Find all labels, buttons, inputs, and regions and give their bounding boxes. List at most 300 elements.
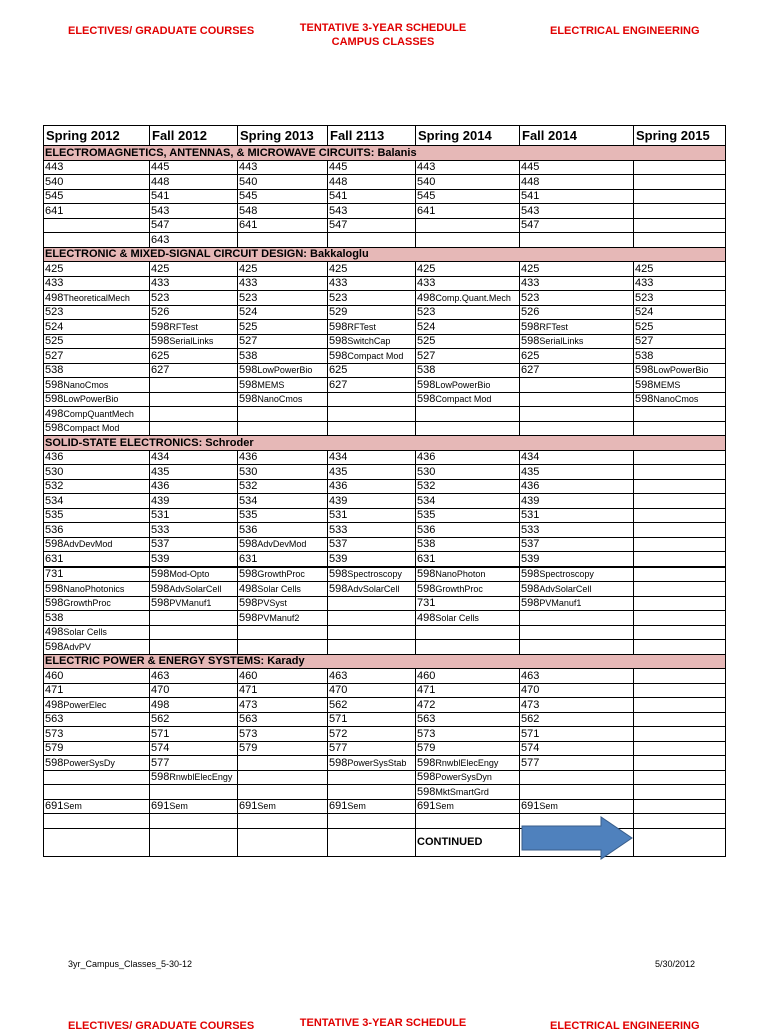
- course-cell: [150, 175, 238, 190]
- footer-filename: 3yr_Campus_Classes_5-30-12: [68, 959, 193, 969]
- course-number: 445: [329, 161, 348, 173]
- course-number: 443: [239, 161, 258, 173]
- course-number: 598: [45, 422, 64, 434]
- course-cell: [44, 363, 150, 378]
- course-cell: [150, 756, 238, 771]
- course-cell: [416, 611, 520, 626]
- course-cell: [150, 334, 238, 349]
- course-cell: [328, 378, 416, 393]
- course-number: 537: [329, 538, 348, 550]
- course-number: 524: [45, 320, 64, 333]
- course-number: 473: [521, 698, 540, 711]
- course-cell: [634, 741, 726, 756]
- course-number: 434: [521, 451, 540, 463]
- course-number: 598: [329, 582, 348, 595]
- course-cell: [150, 508, 238, 523]
- course-title: LowPowerBio: [653, 365, 709, 375]
- course-cell: [520, 727, 634, 742]
- course-cell: [44, 160, 150, 175]
- course-cell: [520, 175, 634, 190]
- table-row: [44, 479, 726, 494]
- course-cell: [328, 756, 416, 771]
- course-cell: [328, 537, 416, 552]
- course-number: 598: [45, 756, 64, 769]
- course-cell: [328, 233, 416, 248]
- course-title: Spectroscopy: [347, 569, 402, 579]
- course-number: 531: [521, 509, 540, 521]
- course-number: 435: [151, 465, 170, 478]
- course-cell: [328, 640, 416, 655]
- course-cell: [520, 567, 634, 582]
- course-cell: [238, 640, 328, 655]
- course-cell: [328, 596, 416, 611]
- course-number: 532: [239, 480, 258, 492]
- course-number: 598: [521, 320, 540, 333]
- course-cell: [44, 320, 150, 335]
- course-number: 731: [45, 568, 64, 580]
- course-cell: [520, 479, 634, 494]
- course-cell: [44, 450, 150, 465]
- course-cell: [150, 785, 238, 800]
- course-number: 425: [635, 262, 654, 275]
- course-cell: [520, 582, 634, 597]
- course-number: 563: [417, 713, 436, 725]
- course-number: 445: [151, 161, 170, 173]
- course-cell: [238, 479, 328, 494]
- course-cell: [520, 741, 634, 756]
- course-cell: [150, 276, 238, 291]
- course-number: 523: [45, 306, 64, 318]
- course-number: 433: [329, 277, 348, 289]
- course-title: MEMS: [257, 379, 285, 390]
- course-number: 573: [45, 727, 64, 740]
- table-row: [44, 465, 726, 480]
- course-number: 541: [329, 190, 348, 202]
- course-number: 598: [239, 597, 258, 609]
- course-cell: [416, 494, 520, 509]
- course-cell: [634, 640, 726, 655]
- table-row: [44, 494, 726, 509]
- course-cell: [238, 770, 328, 785]
- course-cell: [44, 611, 150, 626]
- course-cell: [328, 479, 416, 494]
- course-cell: [520, 160, 634, 175]
- course-cell: [44, 494, 150, 509]
- course-number: 598: [45, 582, 64, 595]
- table-row: [44, 741, 726, 756]
- course-cell: [416, 552, 520, 567]
- course-cell: [238, 450, 328, 465]
- course-title: NanoPhotonics: [63, 583, 125, 594]
- section-title: ELECTRONIC & MIXED-SIGNAL CIRCUIT DESIGN: Bakkaloglu: [44, 247, 726, 262]
- course-cell: [520, 204, 634, 219]
- section-title: ELECTRIC POWER & ENERGY SYSTEMS: Karady: [44, 654, 726, 669]
- course-cell: [520, 669, 634, 684]
- course-cell: [150, 450, 238, 465]
- course-title: PowerSysDyn: [435, 772, 492, 782]
- table-row: [44, 320, 726, 335]
- course-cell: [44, 175, 150, 190]
- column-header: Fall 2113: [328, 126, 416, 146]
- course-cell: [328, 407, 416, 422]
- course-cell: [328, 421, 416, 436]
- course-cell: [416, 218, 520, 233]
- course-number: 539: [521, 552, 540, 565]
- course-cell: [238, 160, 328, 175]
- course-number: 625: [521, 349, 540, 362]
- course-cell: [416, 567, 520, 582]
- course-cell: [328, 392, 416, 407]
- course-cell: [44, 262, 150, 277]
- course-cell: [238, 320, 328, 335]
- course-cell: [238, 175, 328, 190]
- course-cell: [520, 698, 634, 713]
- course-cell: [520, 218, 634, 233]
- course-cell: [416, 712, 520, 727]
- course-number: 425: [417, 262, 436, 275]
- course-number: 535: [417, 509, 436, 521]
- course-cell: [238, 683, 328, 698]
- course-cell: [328, 770, 416, 785]
- column-header-row: [44, 126, 726, 146]
- course-title: NanoCmos: [653, 394, 699, 404]
- course-cell: [238, 363, 328, 378]
- course-cell: [634, 450, 726, 465]
- course-cell: [328, 508, 416, 523]
- course-title: NanoCmos: [257, 394, 303, 404]
- course-number: 525: [239, 320, 258, 333]
- course-number: 691: [239, 800, 258, 812]
- course-number: 543: [521, 204, 540, 217]
- course-cell: [634, 320, 726, 335]
- course-cell: [44, 189, 150, 204]
- course-cell: [634, 479, 726, 494]
- course-number: 425: [45, 262, 64, 275]
- course-cell: [634, 669, 726, 684]
- course-number: 691: [521, 800, 540, 812]
- course-cell: [238, 421, 328, 436]
- empty-cell: [328, 828, 416, 856]
- course-cell: [44, 712, 150, 727]
- course-cell: [150, 698, 238, 713]
- course-cell: [238, 218, 328, 233]
- course-cell: [328, 727, 416, 742]
- course-number: 425: [329, 262, 348, 275]
- course-number: 571: [329, 713, 348, 725]
- course-cell: [328, 334, 416, 349]
- course-number: 598: [239, 378, 258, 391]
- course-cell: [150, 611, 238, 626]
- course-title: Solar Cells: [435, 612, 479, 623]
- course-number: 472: [417, 698, 436, 711]
- course-title: Sem: [257, 801, 276, 811]
- column-header: Spring 2012: [44, 126, 150, 146]
- course-number: 598: [151, 597, 170, 609]
- course-number: 463: [151, 669, 170, 682]
- course-cell: [328, 698, 416, 713]
- course-number: 541: [521, 190, 540, 202]
- course-cell: [238, 189, 328, 204]
- course-number: 598: [239, 538, 258, 550]
- course-cell: [328, 450, 416, 465]
- table-row: [44, 799, 726, 814]
- course-number: 436: [151, 480, 170, 492]
- course-number: 443: [45, 161, 64, 173]
- table-row: [44, 450, 726, 465]
- course-number: 545: [45, 190, 64, 202]
- course-cell: [150, 770, 238, 785]
- course-number: 433: [635, 277, 654, 289]
- course-cell: [328, 160, 416, 175]
- table-row: [44, 611, 726, 626]
- course-cell: [238, 494, 328, 509]
- course-cell: [150, 537, 238, 552]
- course-cell: [44, 204, 150, 219]
- course-cell: [520, 494, 634, 509]
- course-cell: [416, 741, 520, 756]
- course-cell: [44, 233, 150, 248]
- table-row: [44, 233, 726, 248]
- table-row: [44, 262, 726, 277]
- course-number: 439: [521, 494, 540, 507]
- course-title: Sem: [63, 801, 82, 811]
- course-cell: [416, 189, 520, 204]
- course-title: RFTest: [347, 321, 376, 332]
- header-right: ELECTRICAL ENGINEERING: [550, 25, 700, 37]
- next-page-header-center: TENTATIVE 3-YEAR SCHEDULE: [299, 1017, 467, 1029]
- course-title: LowPowerBio: [257, 365, 313, 375]
- column-header: Fall 2014: [520, 126, 634, 146]
- course-cell: [520, 756, 634, 771]
- course-number: 523: [521, 291, 540, 304]
- course-title: LowPowerBio: [435, 379, 491, 390]
- course-number: 691: [45, 800, 64, 812]
- course-cell: [44, 378, 150, 393]
- course-number: 434: [151, 451, 170, 463]
- course-cell: [416, 582, 520, 597]
- course-cell: [328, 712, 416, 727]
- course-number: 577: [151, 756, 170, 769]
- course-cell: [150, 596, 238, 611]
- course-number: 598: [635, 393, 654, 405]
- course-number: 598: [329, 349, 348, 362]
- course-cell: [520, 334, 634, 349]
- course-cell: [634, 465, 726, 480]
- course-cell: [238, 611, 328, 626]
- course-cell: [44, 567, 150, 582]
- course-cell: [520, 552, 634, 567]
- course-number: 545: [239, 190, 258, 202]
- course-cell: [520, 262, 634, 277]
- empty-cell: [44, 828, 150, 856]
- course-cell: [416, 698, 520, 713]
- course-number: 436: [239, 451, 258, 463]
- course-cell: [44, 683, 150, 698]
- course-cell: [150, 262, 238, 277]
- course-cell: [520, 392, 634, 407]
- course-cell: [150, 320, 238, 335]
- section-title: SOLID-STATE ELECTRONICS: Schroder: [44, 436, 726, 451]
- course-number: 434: [329, 451, 348, 463]
- course-number: 627: [329, 378, 348, 391]
- course-cell: [634, 349, 726, 364]
- course-cell: [520, 189, 634, 204]
- course-cell: [328, 582, 416, 597]
- course-cell: [416, 291, 520, 306]
- course-number: 524: [417, 320, 436, 333]
- course-cell: [44, 741, 150, 756]
- course-number: 538: [417, 538, 436, 550]
- course-cell: [150, 669, 238, 684]
- course-title: Solar Cells: [257, 583, 301, 594]
- course-cell: [328, 204, 416, 219]
- course-cell: [238, 567, 328, 582]
- course-cell: [150, 189, 238, 204]
- table-row: [44, 770, 726, 785]
- course-cell: [328, 363, 416, 378]
- course-cell: [44, 727, 150, 742]
- course-cell: [416, 334, 520, 349]
- course-number: 598: [239, 611, 258, 624]
- course-number: 545: [417, 190, 436, 202]
- course-title: MktSmartGrd: [435, 786, 489, 797]
- course-title: PVManuf1: [539, 598, 582, 608]
- course-cell: [328, 175, 416, 190]
- table-row: [44, 305, 726, 320]
- section-title: ELECTROMAGNETICS, ANTENNAS, & MICROWAVE CIRCUITS: Balanis: [44, 146, 726, 161]
- course-number: 538: [417, 364, 436, 376]
- empty-cell: [150, 828, 238, 856]
- course-cell: [634, 523, 726, 538]
- course-cell: [150, 582, 238, 597]
- course-number: 598: [329, 756, 348, 769]
- course-cell: [634, 407, 726, 422]
- empty-cell: [238, 828, 328, 856]
- course-number: 523: [417, 306, 436, 318]
- course-number: 598: [417, 785, 436, 798]
- course-cell: [634, 712, 726, 727]
- course-cell: [416, 537, 520, 552]
- course-number: 541: [151, 190, 170, 202]
- course-cell: [44, 523, 150, 538]
- course-number: 547: [521, 219, 540, 231]
- course-cell: [634, 363, 726, 378]
- course-cell: [416, 596, 520, 611]
- course-number: 563: [45, 713, 64, 725]
- course-cell: [44, 407, 150, 422]
- table-row: [44, 567, 726, 582]
- course-number: 643: [151, 233, 170, 246]
- course-cell: [634, 218, 726, 233]
- course-number: 627: [521, 364, 540, 376]
- course-cell: [328, 523, 416, 538]
- course-cell: [520, 363, 634, 378]
- course-cell: [44, 537, 150, 552]
- course-number: 625: [329, 364, 348, 376]
- course-cell: [416, 305, 520, 320]
- course-cell: [150, 349, 238, 364]
- course-number: 538: [45, 611, 64, 624]
- table-row: [44, 625, 726, 640]
- course-number: 527: [45, 349, 64, 362]
- course-cell: [520, 523, 634, 538]
- course-cell: [634, 567, 726, 582]
- course-title: CompQuantMech: [63, 408, 134, 419]
- course-number: 533: [151, 523, 170, 536]
- course-cell: [328, 683, 416, 698]
- course-title: GrowthProc: [257, 569, 305, 579]
- course-cell: [416, 262, 520, 277]
- course-title: Compact Mod: [347, 350, 404, 361]
- course-cell: [520, 276, 634, 291]
- course-cell: [150, 392, 238, 407]
- course-cell: [416, 421, 520, 436]
- course-cell: [44, 698, 150, 713]
- course-cell: [416, 276, 520, 291]
- course-number: 530: [417, 465, 436, 478]
- course-number: 448: [329, 175, 348, 188]
- course-number: 536: [45, 523, 64, 536]
- course-cell: [44, 785, 150, 800]
- course-cell: [328, 741, 416, 756]
- course-number: 527: [635, 335, 654, 347]
- header-center: [283, 21, 483, 49]
- course-number: 463: [329, 669, 348, 682]
- course-title: AdvSolarCell: [169, 583, 222, 594]
- course-cell: [634, 785, 726, 800]
- course-number: 562: [151, 713, 170, 725]
- course-number: 543: [329, 204, 348, 217]
- course-number: 498: [45, 407, 64, 420]
- course-cell: [634, 204, 726, 219]
- course-number: 533: [329, 523, 348, 536]
- course-title: Sem: [169, 801, 188, 811]
- course-cell: [634, 552, 726, 567]
- course-title: Sem: [435, 801, 454, 811]
- course-number: 498: [417, 291, 436, 304]
- course-cell: [634, 814, 726, 829]
- course-number: 498: [151, 698, 170, 711]
- course-number: 543: [151, 204, 170, 217]
- course-title: RFTest: [169, 321, 198, 332]
- course-cell: [238, 814, 328, 829]
- course-number: 598: [45, 538, 64, 550]
- course-number: 598: [151, 320, 170, 333]
- course-number: 471: [45, 684, 64, 696]
- course-number: 691: [329, 800, 348, 812]
- course-number: 625: [151, 349, 170, 362]
- course-number: 526: [521, 306, 540, 318]
- course-cell: [238, 465, 328, 480]
- course-cell: [44, 669, 150, 684]
- table-row: [44, 523, 726, 538]
- next-page-header-right: ELECTRICAL ENGINEERING: [550, 1020, 700, 1032]
- course-cell: [44, 756, 150, 771]
- course-number: 537: [521, 538, 540, 550]
- course-number: 436: [45, 451, 64, 463]
- course-cell: [150, 552, 238, 567]
- table-row: [44, 334, 726, 349]
- course-number: 598: [45, 393, 64, 405]
- section-header-row: [44, 436, 726, 451]
- course-cell: [44, 291, 150, 306]
- table-row: [44, 698, 726, 713]
- course-number: 571: [521, 727, 540, 740]
- course-cell: [238, 785, 328, 800]
- course-title: AdvSolarCell: [347, 583, 400, 594]
- table-row: [44, 508, 726, 523]
- table-row: [44, 582, 726, 597]
